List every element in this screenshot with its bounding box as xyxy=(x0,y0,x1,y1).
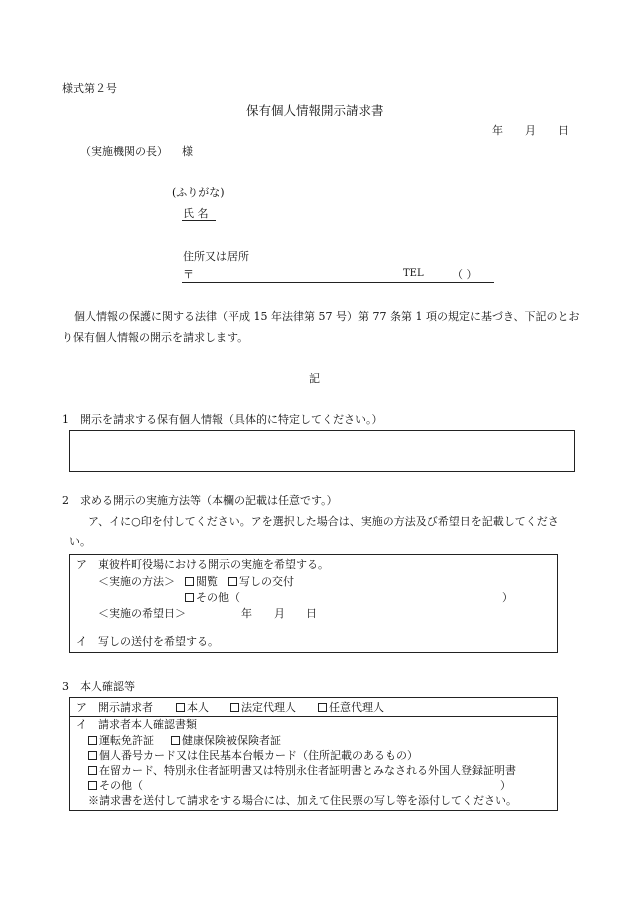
date-day-label: 日 xyxy=(558,124,569,137)
doc-residence-card-checkbox[interactable] xyxy=(88,766,97,775)
tel-label: TEL xyxy=(403,268,424,279)
section3-heading: 3 本人確認等 xyxy=(62,680,135,693)
doc-drivers-license-option[interactable]: 運転免許証 xyxy=(88,734,154,748)
requester-voluntary-rep-checkbox[interactable] xyxy=(318,703,327,712)
id-docs-label: イ 請求者本人確認書類 xyxy=(76,718,197,731)
desired-day-label: 日 xyxy=(306,607,317,620)
option-a-onsite[interactable]: ア 東彼杵町役場における開示の実施を希望する。 xyxy=(76,558,329,571)
intro-line-1: 個人情報の保護に関する法律（平成 15 年法律第 57 号）第 77 条第 1 項の規定に基づき、下記のとお xyxy=(74,310,580,323)
doc-my-number-card-checkbox[interactable] xyxy=(88,751,97,760)
method-label: ＜実施の方法＞ xyxy=(98,575,175,588)
desired-month-label: 月 xyxy=(274,607,285,620)
method-copy-option[interactable]: 写しの交付 xyxy=(228,575,294,589)
requester-self-option[interactable]: 本人 xyxy=(176,701,209,715)
section2-heading: 2 求める開示の実施方法等（本欄の記載は任意です。） xyxy=(62,494,338,507)
addressee-honorific: 様 xyxy=(182,145,193,158)
section2-box xyxy=(69,554,558,653)
section3-divider xyxy=(70,716,557,717)
doc-residence-card-option[interactable]: 在留カード、特別永住者証明書又は特別永住者証明書とみなされる外国人登録証明書 xyxy=(88,764,516,778)
method-inspect-checkbox[interactable] xyxy=(185,577,194,586)
date-year-label: 年 xyxy=(492,124,503,137)
mail-request-note: ※請求書を送付して請求をする場合には、加えて住民票の写し等を添付してください。 xyxy=(88,794,517,807)
doc-other-close-paren: ） xyxy=(500,779,511,792)
method-other-checkbox[interactable] xyxy=(185,593,194,602)
requester-self-checkbox[interactable] xyxy=(176,703,185,712)
intro-line-2: り保有個人情報の開示を請求します。 xyxy=(62,331,249,344)
method-inspect-option[interactable]: 閲覧 xyxy=(185,575,218,589)
method-other-close-paren: ） xyxy=(502,591,513,604)
requester-type-label: ア 開示請求者 xyxy=(76,701,153,714)
page-title: 保有個人情報開示請求書 xyxy=(246,103,384,118)
doc-health-insurance-checkbox[interactable] xyxy=(171,736,180,745)
requester-voluntary-rep-option[interactable]: 任意代理人 xyxy=(318,701,384,715)
section1-heading: 1 開示を請求する保有個人情報（具体的に特定してください。） xyxy=(62,413,383,426)
section1-input-box[interactable] xyxy=(69,430,575,472)
doc-other-checkbox[interactable] xyxy=(88,781,97,790)
address-label: 住所又は居所 xyxy=(183,250,249,263)
requester-legal-rep-option[interactable]: 法定代理人 xyxy=(230,701,296,715)
desired-year-label: 年 xyxy=(241,607,252,620)
method-copy-checkbox[interactable] xyxy=(228,577,237,586)
name-underline xyxy=(182,220,216,221)
date-month-label: 月 xyxy=(525,124,536,137)
doc-health-insurance-option[interactable]: 健康保険被保険者証 xyxy=(171,734,281,748)
desired-date-label: ＜実施の希望日＞ xyxy=(98,607,186,620)
requester-legal-rep-checkbox[interactable] xyxy=(230,703,239,712)
form-number: 様式第２号 xyxy=(62,82,117,95)
doc-drivers-license-checkbox[interactable] xyxy=(88,736,97,745)
tel-parentheses: （ ） xyxy=(452,268,478,281)
ki-mark: 記 xyxy=(309,372,320,385)
method-other-option[interactable]: その他（ xyxy=(185,591,240,605)
name-label: 氏 名 xyxy=(183,207,209,220)
section2-note-line-1: ア、イに○印を付してください。アを選択した場合は、実施の方法及び希望日を記載してくださ xyxy=(88,515,559,528)
addressee-org: （実施機関の長） xyxy=(80,145,168,158)
doc-my-number-card-option[interactable]: 個人番号カード又は住民基本台帳カード（住所記載のあるもの） xyxy=(88,749,418,763)
section3-box xyxy=(69,697,558,811)
doc-other-option[interactable]: その他（ xyxy=(88,779,143,793)
option-i-mail[interactable]: イ 写しの送付を希望する。 xyxy=(76,635,219,648)
address-underline xyxy=(182,282,494,283)
postal-mark: 〒 xyxy=(183,268,194,281)
section2-note-line-2: い。 xyxy=(69,535,91,548)
furigana-label: (ふりがな) xyxy=(172,186,225,199)
